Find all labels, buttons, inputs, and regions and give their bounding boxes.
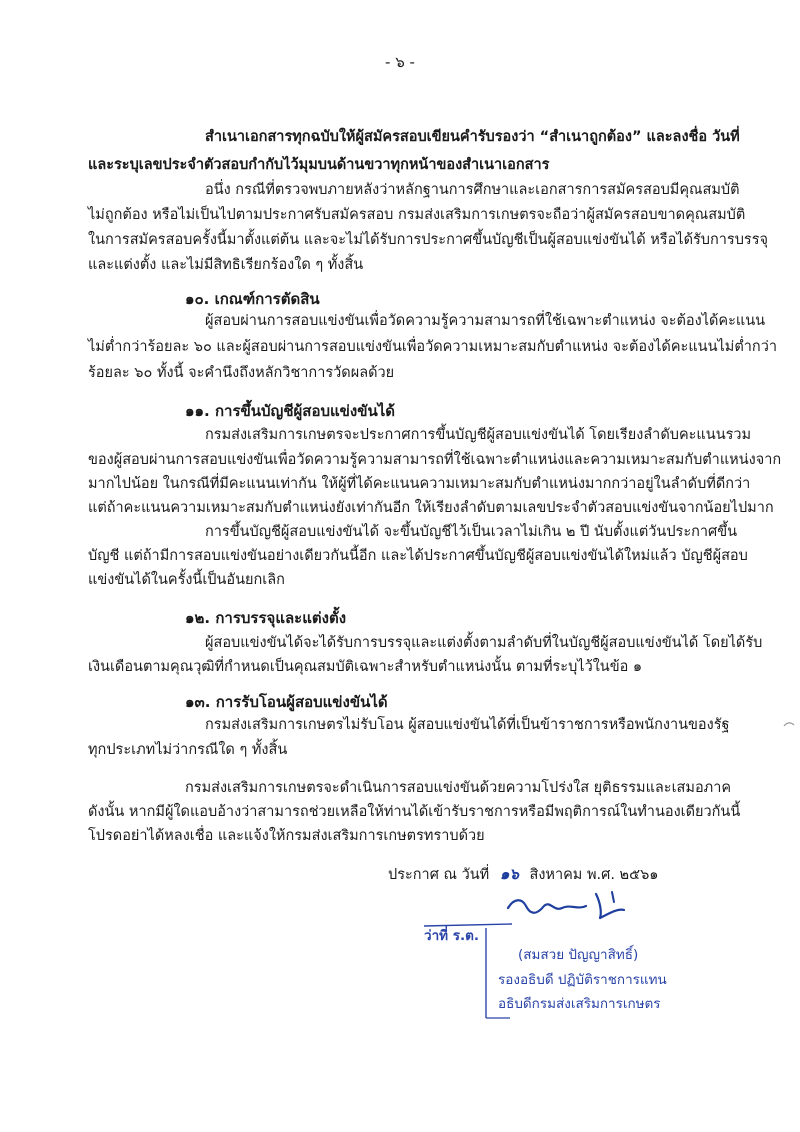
section-13-line-1: กรมส่งเสริมการเกษตรไม่รับโอน ผู้สอบแข่งขันได้ที่เป็นข้าราชการหรือพนักงานของรัฐ (205, 717, 730, 733)
section-11-heading: ๑๑. การขึ้นบัญชีผู้สอบแข่งขันได้ (185, 402, 396, 420)
stamp-name: (สมสวย ปัญญาสิทธิ์) (518, 947, 639, 963)
section-11-line-6: บัญชี แต่ถ้ามีการสอบแข่งขันอย่างเดียวกันนี้อีก และได้ประกาศขึ้นบัญชีผู้สอบแข่งขันได้ใหม่แล้ว บัญชีผู้สอบ (88, 548, 748, 564)
section-10-line-3: ร้อยละ ๖๐ ทั้งนี้ จะคำนึงถึงหลักวิชาการวัดผลด้วย (88, 365, 395, 381)
section-12-heading: ๑๒. การบรรจุและแต่งตั้ง (185, 609, 347, 627)
section-11-line-2: ของผู้สอบผ่านการสอบแข่งขันเพื่อวัดความรู้ความสามารถที่ใช้เฉพาะตำแหน่งและความเหมาะสมกับตำแหน่งจาก (88, 452, 782, 468)
announcement-date (388, 862, 659, 886)
stamp-position-1: รองอธิบดี ปฏิบัติราชการแทน (498, 972, 667, 988)
closing-line-1: กรมส่งเสริมการเกษตรจะดำเนินการสอบแข่งขันด้วยความโปร่งใส ยุติธรรมและเสมอภาค (185, 780, 732, 796)
closing-line-3: โปรดอย่าได้หลงเชื่อ และแจ้งให้กรมส่งเสริมการเกษตรทราบด้วย (88, 828, 485, 844)
intro-line-2: และระบุเลขประจำตัวสอบกำกับไว้มุมบนด้านขวาทุกหน้าของสำเนาเอกสาร (88, 157, 550, 173)
closing-line-2: ดังนั้น หากมีผู้ใดแอบอ้างว่าสามารถช่วยเหลือให้ท่านได้เข้ารับราชการหรือมีพฤติการณ์ในทำนองเดียวกันนี้ (88, 804, 741, 820)
note-line-4: และแต่งตั้ง และไม่มีสิทธิเรียกร้องใด ๆ ทั้งสิ้น (88, 257, 364, 273)
section-10-line-1: ผู้สอบผ่านการสอบแข่งขันเพื่อวัดความรู้ความสามารถที่ใช้เฉพาะตำแหน่ง จะต้องได้คะแนน (205, 313, 766, 329)
section-11-line-3: มากไปน้อย ในกรณีที่มีคะแนนเท่ากัน ให้ผู้ที่ได้คะแนนความเหมาะสมกับตำแหน่งมากกว่าอยู่ในลำดับที่ดีกว่า (88, 476, 751, 492)
section-10-heading: ๑๐. เกณฑ์การตัดสิน (185, 290, 320, 308)
section-11-line-5: การขึ้นบัญชีผู้สอบแข่งขันได้ จะขึ้นบัญชีไว้เป็นเวลาไม่เกิน ๒ ปี นับตั้งแต่วันประกาศขึ้น (205, 524, 738, 540)
announcement-prefix: ประกาศ ณ วันที่ (388, 867, 490, 883)
intro-line-1: สำเนาเอกสารทุกฉบับให้ผู้สมัครสอบเขียนคำรับรองว่า “สำเนาถูกต้อง” และลงชื่อ วันที่ (205, 129, 740, 145)
page-number: - ๖ - (385, 53, 415, 71)
section-13-heading: ๑๓. การรับโอนผู้สอบแข่งขันได้ (185, 693, 388, 711)
section-11-line-1: กรมส่งเสริมการเกษตรจะประกาศการขึ้นบัญชีผู้สอบแข่งขันได้ โดยเรียงลำดับคะแนนรวม (205, 427, 752, 443)
section-13-line-2: ทุกประเภทไม่ว่ากรณีใด ๆ ทั้งสิ้น (88, 742, 288, 758)
announcement-suffix: สิงหาคม พ.ศ. ๒๕๖๑ (529, 867, 659, 883)
scan-mark-icon (782, 720, 796, 730)
announcement-day: ๑๖ (499, 865, 519, 883)
note-line-3: ในการสมัครสอบครั้งนี้มาตั้งแต่ต้น และจะไม่ได้รับการประกาศขึ้นบัญชีเป็นผู้สอบแข่งขันได้ หรือได้รับการบรรจุ (88, 232, 768, 248)
note-line-1: อนึ่ง กรณีที่ตรวจพบภายหลังว่าหลักฐานการศึกษาและเอกสารการสมัครสอบมีคุณสมบัติ (205, 182, 740, 198)
stamp-position-2: อธิบดีกรมส่งเสริมการเกษตร (498, 996, 661, 1012)
section-10-line-2: ไม่ต่ำกว่าร้อยละ ๖๐ และผู้สอบผ่านการสอบแข่งขันเพื่อวัดความเหมาะสมกับตำแหน่ง จะต้องได้คะแนนไม่ต่ำกว่า (88, 339, 777, 355)
section-11-line-7: แข่งขันได้ในครั้งนี้เป็นอันยกเลิก (88, 572, 285, 588)
official-stamp (420, 920, 690, 1020)
stamp-checked: ว่าที่ ร.ต. (424, 928, 480, 944)
section-12-line-1: ผู้สอบแข่งขันได้จะได้รับการบรรจุและแต่งตั้งตามลำดับที่ในบัญชีผู้สอบแข่งขันได้ โดยได้รับ (205, 635, 763, 651)
signature-image (500, 888, 630, 924)
note-line-2: ไม่ถูกต้อง หรือไม่เป็นไปตามประกาศรับสมัครสอบ กรมส่งเสริมการเกษตรจะถือว่าผู้สมัครสอบขาดคุณสมบัติ (88, 207, 746, 223)
section-11-line-4: แต่ถ้าคะแนนความเหมาะสมกับตำแหน่งยังเท่ากันอีก ให้เรียงลำดับตามเลขประจำตัวสอบแข่งขันจากน้อยไปมาก (88, 500, 774, 516)
section-12-line-2: เงินเดือนตามคุณวุฒิที่กำหนดเป็นคุณสมบัติเฉพาะสำหรับตำแหน่งนั้น ตามที่ระบุไว้ในข้อ ๑ (88, 659, 643, 675)
